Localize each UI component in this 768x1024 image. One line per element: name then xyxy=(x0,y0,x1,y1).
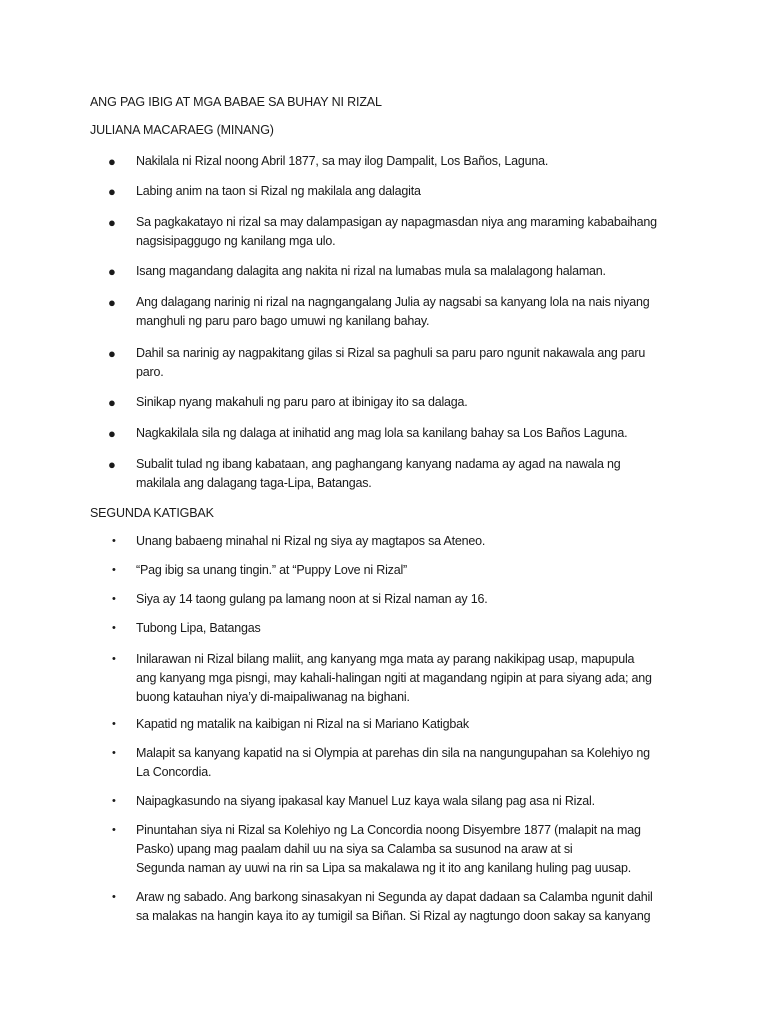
item-text: Labing anim na taon si Rizal ng makilala ang dalagita xyxy=(136,184,421,198)
item-text: Nagkakilala sila ng dalaga at inihatid ang mag lola sa kanilang bahay sa Los Baños Laguna. xyxy=(136,426,628,440)
item-text: Ang dalagang narinig ni rizal na nagngangalang Julia ay nagsabi sa kanyang lola na nais niyang xyxy=(136,295,650,309)
bullet-icon: • xyxy=(112,564,116,576)
bullet-icon: • xyxy=(112,795,116,807)
item-text: Sinikap nyang makahuli ng paru paro at ibinigay ito sa dalaga. xyxy=(136,395,468,409)
bullet-icon: ● xyxy=(108,264,116,279)
item-text: Kapatid ng matalik na kaibigan ni Rizal na si Mariano Katigbak xyxy=(136,717,469,731)
item-text: Siya ay 14 taong gulang pa lamang noon at si Rizal naman ay 16. xyxy=(136,592,488,606)
item-text: Nakilala ni Rizal noong Abril 1877, sa may ilog Dampalit, Los Baños, Laguna. xyxy=(136,154,549,168)
bullet-icon: • xyxy=(112,824,116,836)
bullet-icon: ● xyxy=(108,215,116,230)
item-text: sa malakas na hangin kaya ito ay tumigil sa Biñan. Si Rizal ay nagtungo doon sakay sa kanyang xyxy=(136,909,651,923)
item-text: Araw ng sabado. Ang barkong sinasakyan ni Segunda ay dapat dadaan sa Calamba ngunit dahil xyxy=(136,890,653,904)
item-text: paro. xyxy=(136,365,164,379)
item-text: Unang babaeng minahal ni Rizal ng siya ay magtapos sa Ateneo. xyxy=(136,534,486,548)
bullet-icon: • xyxy=(112,653,116,665)
bullet-icon: ● xyxy=(108,154,116,169)
bullet-icon: ● xyxy=(108,395,116,410)
section-heading-segunda: SEGUNDA KATIGBAK xyxy=(90,506,214,520)
item-text: ang kanyang mga pisngi, may kahali-halingan ngiti at magandang ngipin at para siyang ada; ang xyxy=(136,671,652,685)
item-text: Isang magandang dalagita ang nakita ni rizal na lumabas mula sa malalagong halaman. xyxy=(136,264,606,278)
bullet-icon: ● xyxy=(108,346,116,361)
document-title: ANG PAG IBIG AT MGA BABAE SA BUHAY NI RIZAL xyxy=(90,95,382,109)
item-text: buong katauhan niya’y di-maipaliwanag na bighani. xyxy=(136,690,410,704)
item-text: manghuli ng paru paro bago umuwi ng kanilang bahay. xyxy=(136,314,430,328)
item-text: Segunda naman ay uuwi na rin sa Lipa sa makalawa ng it ito ang kanilang huling pag uusap. xyxy=(136,861,632,875)
item-text: Pasko) upang mag paalam dahil uu na siya sa Calamba sa susunod na araw at si xyxy=(136,842,573,856)
item-text: Naipagkasundo na siyang ipakasal kay Manuel Luz kaya wala silang pag asa ni Rizal. xyxy=(136,794,595,808)
item-text: Malapit sa kanyang kapatid na si Olympia at parehas din sila na nangungupahan sa Kolehiyo ng xyxy=(136,746,650,760)
bullet-icon: • xyxy=(112,747,116,759)
bullet-icon: • xyxy=(112,891,116,903)
bullet-icon: ● xyxy=(108,457,116,472)
item-text: “Pag ibig sa unang tingin.” at “Puppy Love ni Rizal” xyxy=(136,563,408,577)
section-heading-juliana: JULIANA MACARAEG (MINANG) xyxy=(90,123,274,137)
item-text: nagsisipaggugo ng kanilang mga ulo. xyxy=(136,234,336,248)
bullet-icon: • xyxy=(112,718,116,730)
bullet-icon: • xyxy=(112,622,116,634)
bullet-icon: • xyxy=(112,535,116,547)
item-text: Inilarawan ni Rizal bilang maliit, ang kanyang mga mata ay parang nakikipag usap, mapupula xyxy=(136,652,635,666)
item-text: Tubong Lipa, Batangas xyxy=(136,621,261,635)
bullet-icon: • xyxy=(112,593,116,605)
bullet-icon: ● xyxy=(108,184,116,199)
item-text: Subalit tulad ng ibang kabataan, ang paghangang kanyang nadama ay agad na nawala ng xyxy=(136,457,621,471)
item-text: Sa pagkakatayo ni rizal sa may dalampasigan ay napagmasdan niya ang maraming kababaihang xyxy=(136,215,657,229)
bullet-icon: ● xyxy=(108,426,116,441)
item-text: Dahil sa narinig ay nagpakitang gilas si Rizal sa paghuli sa paru paro ngunit nakawala ang paru xyxy=(136,346,646,360)
item-text: Pinuntahan siya ni Rizal sa Kolehiyo ng La Concordia noong Disyembre 1877 (malapit na mag xyxy=(136,823,641,837)
item-text: La Concordia. xyxy=(136,765,212,779)
bullet-icon: ● xyxy=(108,295,116,310)
item-text: makilala ang dalagang taga-Lipa, Batangas. xyxy=(136,476,372,490)
